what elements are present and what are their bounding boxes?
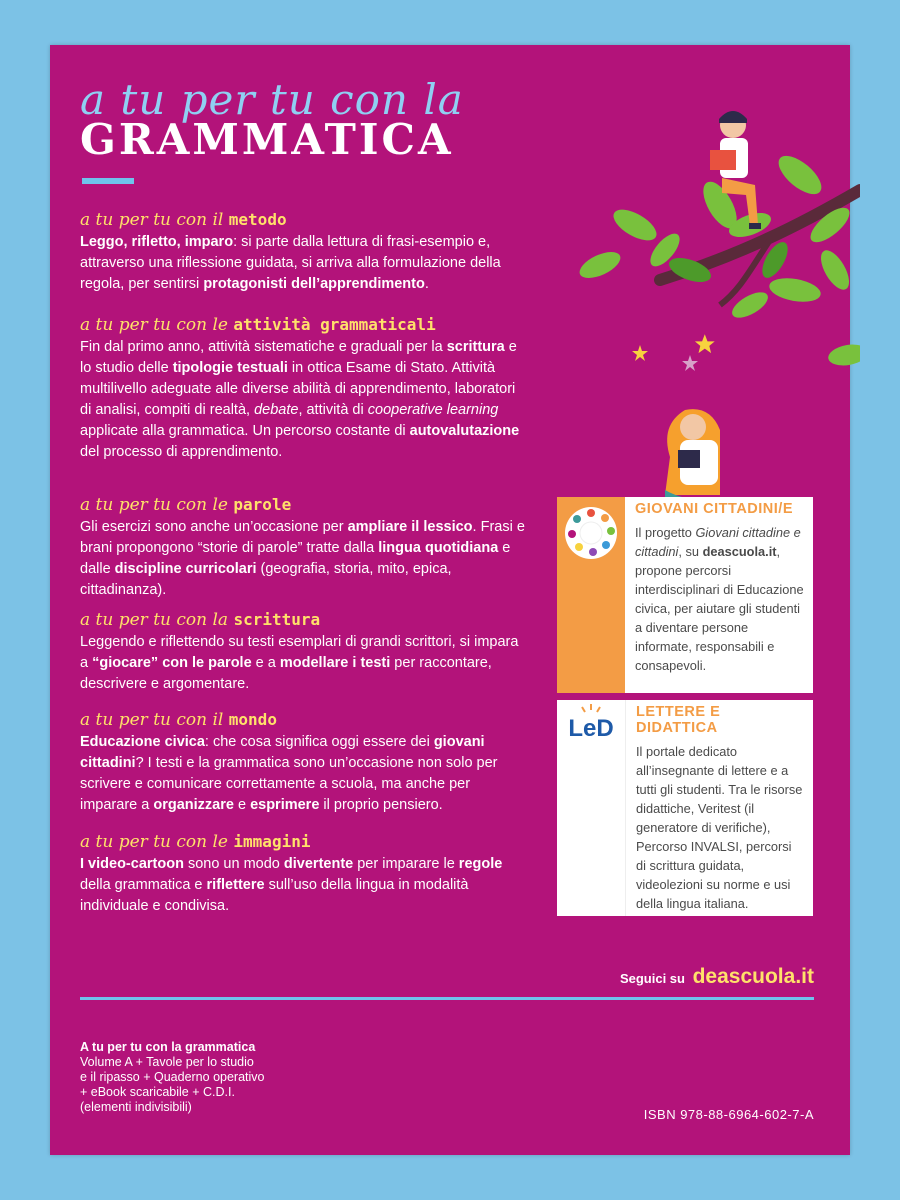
card-body: Il progetto Giovani cittadine e cittadini, su deascuola.it, propone percorsi interdisciplinari di Educazione civica, per aiutare gli studenti a diventare persone informate, responsabili e consapevoli. [635, 525, 804, 673]
title-script: a tu per tu con la [80, 75, 464, 124]
circle-people-icon [557, 497, 625, 577]
card-heading: GIOVANI CITTADINI/E [635, 501, 793, 517]
section-body: Educazione civica: che cosa significa oggi essere dei giovani cittadini? I testi e la grammatica sono un’occasione non solo per scrivere e comunicare correttamente a scuola, ma anche per imparare a organizzare e esprimere il proprio pensiero. [80, 734, 498, 813]
section-body: I video-cartoon sono un modo divertente per imparare le regole della grammatica e riflettere sull’uso della lingua in modalità individuale e condivisa. [80, 856, 503, 914]
svg-text:LeD: LeD [568, 715, 614, 742]
section-heading: a tu per tu con il metodo [80, 210, 287, 230]
isbn: ISBN 978-88-6964-602-7-A [643, 1107, 814, 1122]
section-body: Fin dal primo anno, attività sistematiche e graduali per la scrittura e lo studio delle tipologie testuali in ottica Esame di Stato. Attività multilivello adeguate alle diverse abilità di apprendimento, laboratori di analisi, compiti di realtà, debate, attività di cooperative learning applicate alla grammatica. Un percorso costante di autovalutazione del processo di apprendimento. [80, 339, 520, 460]
card-text [625, 700, 813, 916]
section-heading: a tu per tu con il mondo [80, 710, 277, 730]
section-heading: a tu per tu con le attività grammaticali [80, 315, 436, 335]
card-lettere-didattica [557, 700, 813, 916]
follow-site-link[interactable]: deascuola.it [692, 965, 814, 988]
title-underline [82, 178, 134, 184]
tree-reading-illustration [570, 105, 860, 505]
section-immagini [80, 832, 530, 917]
card-giovani-cittadini [557, 497, 813, 693]
section-parole [80, 495, 530, 601]
section-scrittura [80, 610, 530, 695]
card-text [625, 497, 813, 693]
card-body: Il portale dedicato all’insegnante di lettere e a tutti gli studenti. Tra le risorse didattiche, Veritest (il generatore di verifiche), Percorso INVALSI, percorsi di scrittura guidata, videolezioni su norme e usi della lingua italiana. [636, 744, 803, 911]
card-heading: LETTERE E DIDATTICA [636, 704, 721, 736]
section-body: Leggendo e riflettendo su testi esemplari di grandi scrittori, si impara a “giocare” con le parole e a modellare i testi per raccontare, descrivere e argomentare. [80, 634, 519, 692]
back-cover [50, 45, 850, 1155]
footer-divider [80, 997, 814, 1000]
section-mondo [80, 710, 530, 816]
section-attivita [80, 315, 530, 463]
follow-us [620, 965, 814, 989]
title-main: GRAMMATICA [80, 115, 454, 164]
product-info [80, 1040, 265, 1115]
section-metodo [80, 210, 530, 295]
section-body: Leggo, rifletto, imparo: si parte dalla lettura di frasi-esempio e, attraverso una riflessione guidata, si arriva alla formulazione della regola, per sentirsi protagonisti dell’apprendimento. [80, 234, 501, 292]
product-line: e il ripasso + Quaderno operativo [80, 1070, 265, 1084]
product-line: + eBook scaricabile + C.D.I. [80, 1085, 235, 1099]
led-logo [557, 700, 625, 750]
section-heading: a tu per tu con le parole [80, 495, 292, 515]
section-body: Gli esercizi sono anche un’occasione per ampliare il lessico. Frasi e brani propongono “storie di parole” tratte dalla lingua quotidiana e dalle discipline curricolari (geografia, storia, mito, epica, cittadinanza). [80, 519, 525, 598]
product-line: (elementi indivisibili) [80, 1100, 192, 1114]
product-title: A tu per tu con la grammatica [80, 1040, 256, 1054]
section-heading: a tu per tu con le immagini [80, 832, 311, 852]
follow-label: Seguici su [619, 971, 685, 986]
product-line: Volume A + Tavole per lo studio [80, 1055, 254, 1069]
card-logo-area [557, 700, 625, 916]
section-heading: a tu per tu con la scrittura [80, 610, 321, 630]
card-logo-area [557, 497, 625, 693]
